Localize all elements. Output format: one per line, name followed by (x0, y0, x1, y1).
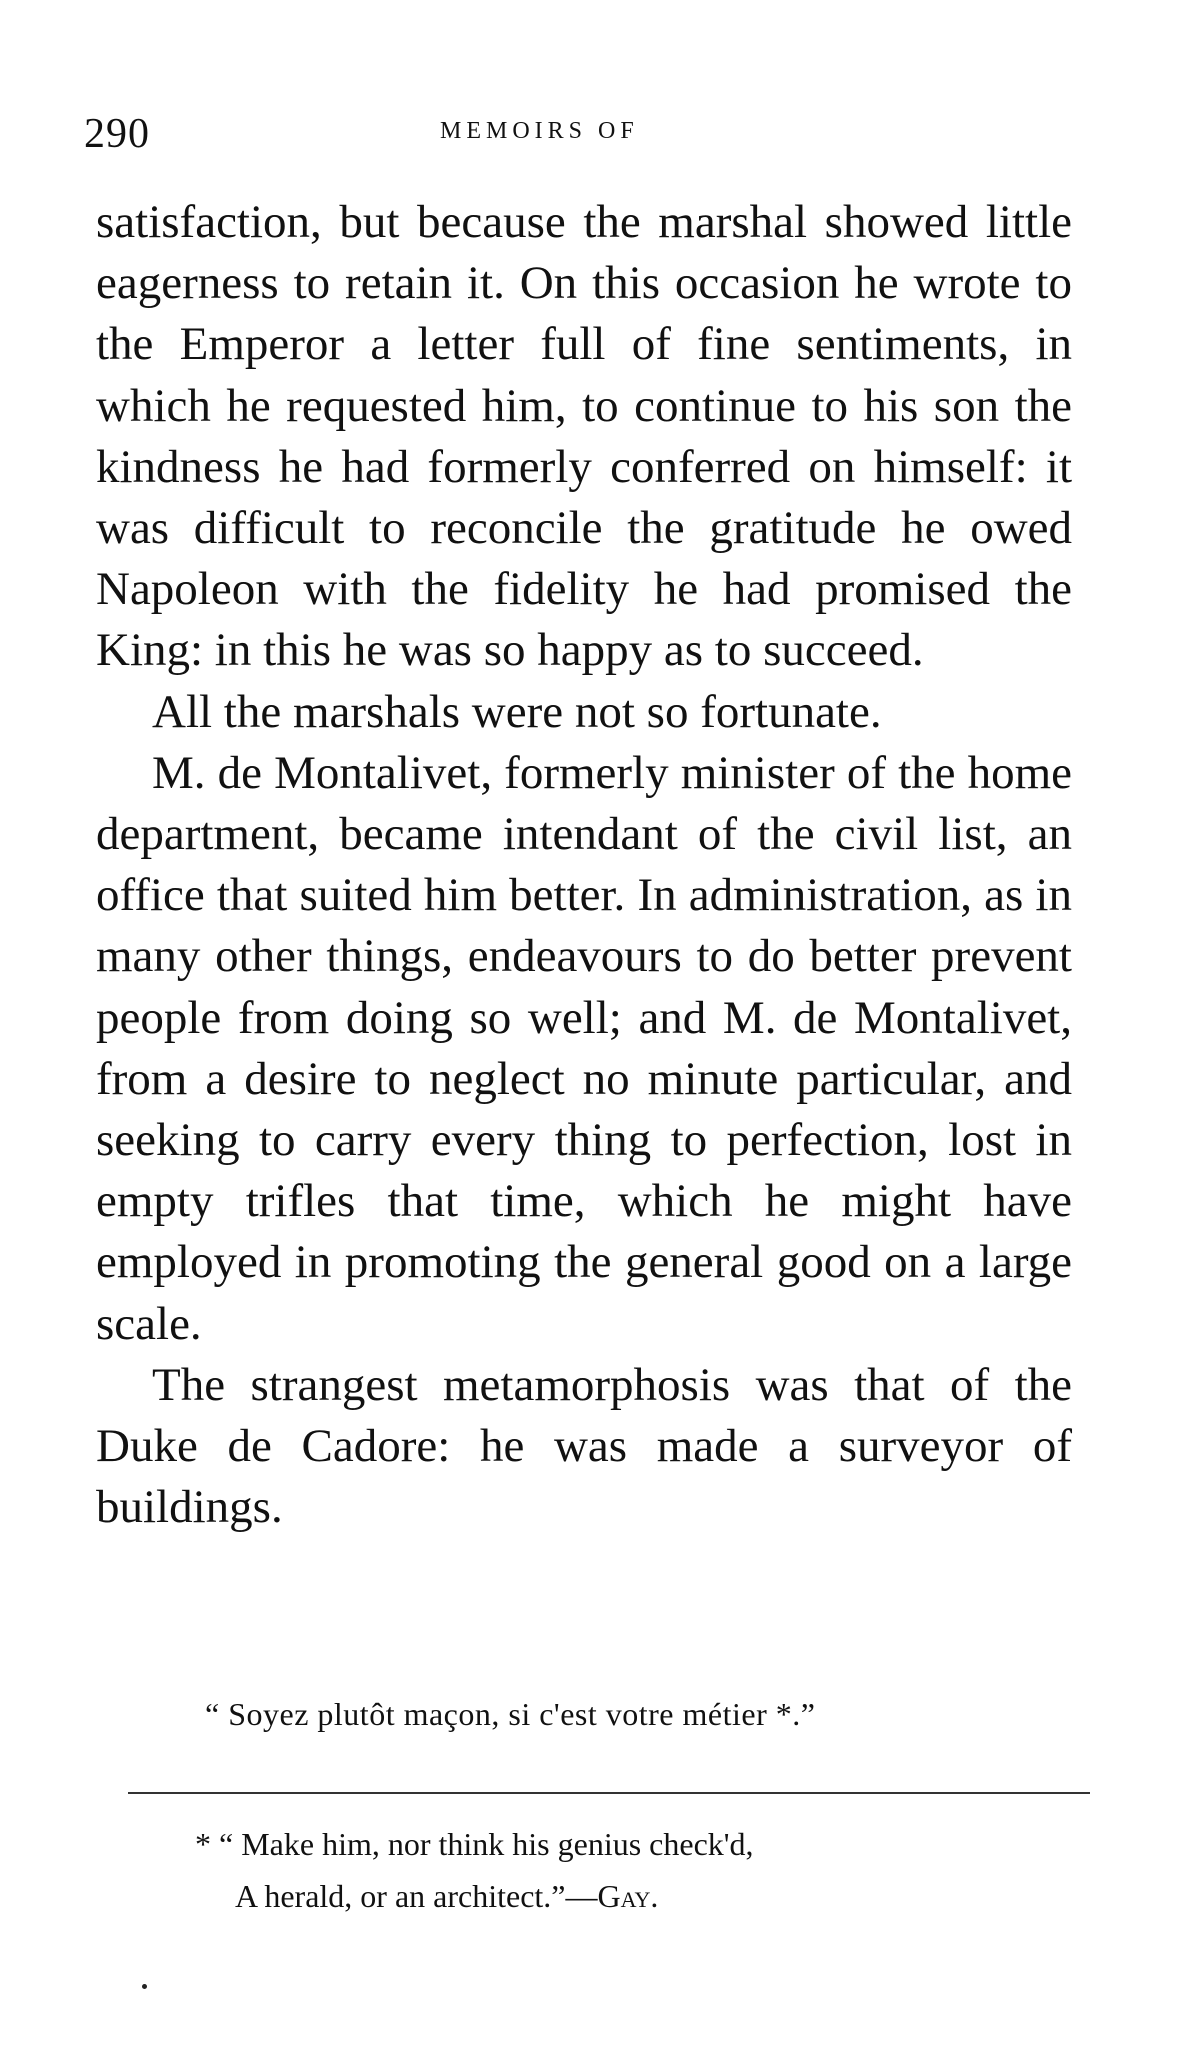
footnote-text-1: “ Make him, nor think his genius check'd, (219, 1826, 754, 1862)
footnote-divider (128, 1792, 1090, 1794)
footnote-text-2: A herald, or an architect.”— (235, 1878, 598, 1914)
footnote-line-1 (195, 1818, 754, 1870)
paragraph-marshals: All the marshals were not so fortunate. (152, 685, 882, 738)
paragraph-continuation: satisfaction, but because the marshal showed little eagerness to retain it. On this occasion he wrote to the Emperor a letter full of fine sentiments, in which he requested him, to continue to his son the kindness he had formerly conferred on himself: it was difficult to reconcile the gratitude he owed Napoleon with the fidelity he had promised the King: in this he was so happy as to succeed. (96, 196, 1072, 677)
page-number: 290 (84, 111, 150, 157)
footnote-marker: * (195, 1826, 211, 1862)
paragraph-montalivet: M. de Montalivet, formerly minister of the home department, became intendant of the civil list, an office that suited him better. In administration, as in many other things, endeavours to do better prevent people from doing so well; and M. de Montalivet, from a desire to neglect no minute particular, and seeking to carry every thing to perfection, lost in empty trifles that time, which he might have employed in promoting the general good on a large scale. (96, 746, 1072, 1350)
body-text (96, 192, 1072, 1538)
running-head: MEMOIRS OF (440, 118, 639, 144)
footnote-attribution: Gay. (597, 1878, 659, 1914)
ink-speck (142, 1984, 147, 1989)
paragraph-cadore: The strangest metamorphosis was that of the Duke de Cadore: he was made a surveyor of buildings. (96, 1358, 1072, 1534)
french-quote: “ Soyez plutôt maçon, si c'est votre métier *.” (205, 1696, 816, 1732)
footnote-line-2 (195, 1870, 754, 1922)
footnote (195, 1818, 754, 1922)
